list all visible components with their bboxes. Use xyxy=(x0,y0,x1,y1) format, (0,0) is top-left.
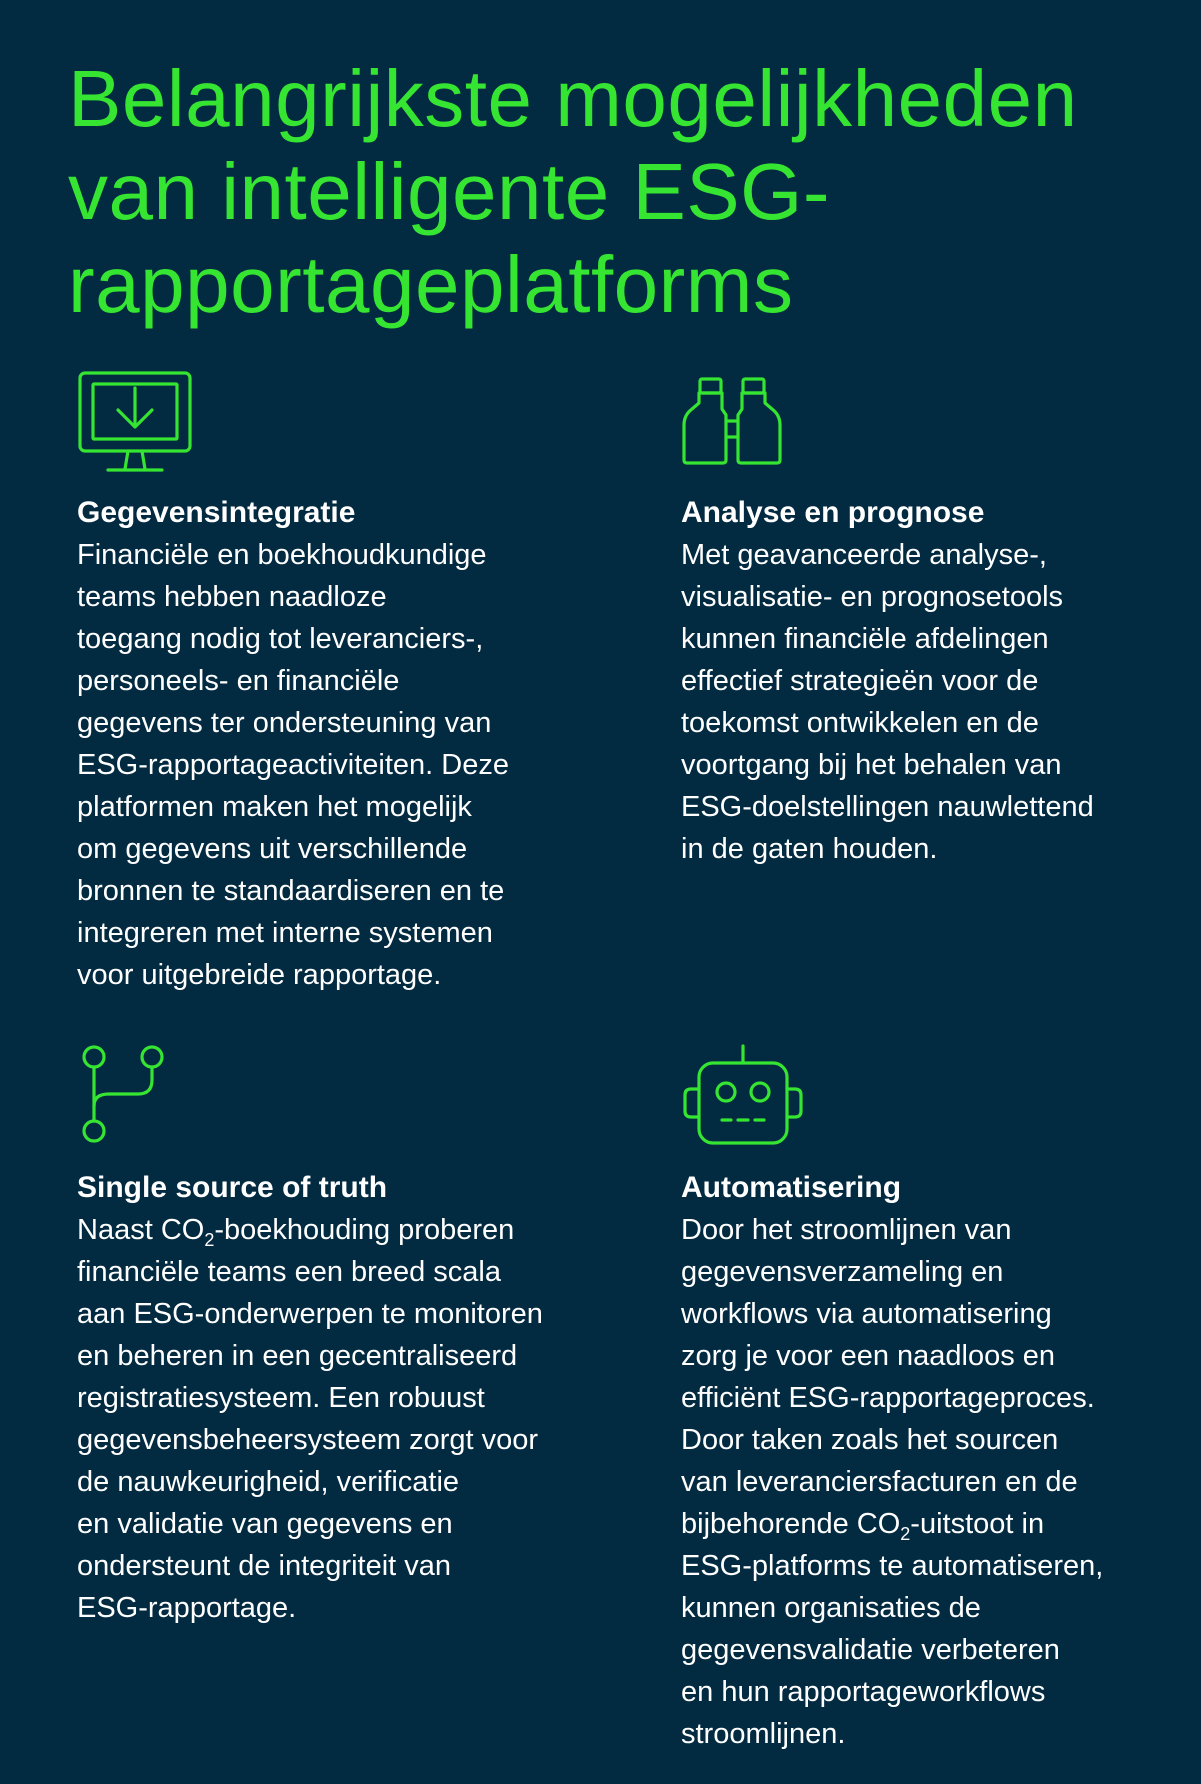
card-text-line: effectief strategieën voor de xyxy=(681,665,1039,697)
text-fragment: -uitstoot in xyxy=(910,1508,1045,1540)
text-fragment: bijbehorende CO xyxy=(681,1508,901,1540)
feature-card-automation xyxy=(681,1044,1191,1764)
card-text-line: stroomlijnen. xyxy=(681,1718,846,1750)
card-text-line: gegevensbeheersysteem zorgt voor xyxy=(77,1424,539,1456)
card-text-line: Met geavanceerde analyse-, xyxy=(681,539,1047,571)
card-text-line: ESG-rapportageactiviteiten. Deze xyxy=(77,749,509,781)
card-text-line: teams hebben naadloze xyxy=(77,581,387,613)
card-text-line xyxy=(681,1503,1103,1545)
page-title-line-3: rapportageplatforms xyxy=(68,240,794,329)
card-text-line: platformen maken het mogelijk xyxy=(77,791,472,823)
card-text-line: workflows via automatisering xyxy=(681,1298,1052,1330)
card-text-line: kunnen organisaties de xyxy=(681,1592,981,1624)
card-description xyxy=(77,534,509,996)
card-text-line: van leveranciersfacturen en de xyxy=(681,1466,1078,1498)
card-text-line: kunnen financiële afdelingen xyxy=(681,623,1049,655)
card-heading: Analyse en prognose xyxy=(681,496,985,529)
card-heading: Automatisering xyxy=(681,1171,902,1204)
card-text-line: integreren met interne systemen xyxy=(77,917,493,949)
card-description xyxy=(681,1209,1103,1755)
page-title-line-2: van intelligente ESG- xyxy=(68,147,831,236)
card-text-line: bronnen te standaardiseren en te xyxy=(77,875,505,907)
card-text-line xyxy=(77,1209,543,1251)
feature-card-data-integration xyxy=(77,370,617,1000)
monitor-download-icon xyxy=(78,371,192,473)
card-text-line: gegevens ter ondersteuning van xyxy=(77,707,492,739)
card-text-line: en beheren in een gecentraliseerd xyxy=(77,1340,518,1372)
feature-card-analysis-forecast xyxy=(681,370,1181,890)
card-text-line: voor uitgebreide rapportage. xyxy=(77,959,442,991)
card-text-line: voortgang bij het behalen van xyxy=(681,749,1062,781)
text-fragment: Naast CO xyxy=(77,1214,205,1246)
card-text-line: ESG-platforms te automatiseren, xyxy=(681,1550,1104,1582)
card-text-line: Financiële en boekhoudkundige xyxy=(77,539,487,571)
page-title-line-1: Belangrijkste mogelijkheden xyxy=(68,54,1078,143)
card-text-line: ondersteunt de integriteit van xyxy=(77,1550,452,1582)
subscript: 2 xyxy=(204,1230,215,1250)
card-text-line: financiële teams een breed scala xyxy=(77,1256,501,1288)
card-text-line: gegevensverzameling en xyxy=(681,1256,1004,1288)
branch-icon xyxy=(81,1046,165,1144)
binoculars-icon xyxy=(681,377,783,465)
card-text-line: toekomst ontwikkelen en de xyxy=(681,707,1039,739)
text-fragment: -boekhouding proberen xyxy=(214,1214,515,1246)
card-heading: Gegevensintegratie xyxy=(77,496,356,529)
card-text-line: ESG-doelstellingen nauwlettend xyxy=(681,791,1094,823)
card-text-line: en hun rapportageworkflows xyxy=(681,1676,1046,1708)
card-text-line: personeels- en financiële xyxy=(77,665,400,697)
card-text-line: registratiesysteem. Een robuust xyxy=(77,1382,485,1414)
card-heading: Single source of truth xyxy=(77,1171,388,1204)
card-text-line: Door het stroomlijnen van xyxy=(681,1214,1012,1246)
card-text-line: om gegevens uit verschillende xyxy=(77,833,468,865)
subscript: 2 xyxy=(900,1524,911,1544)
card-text-line: zorg je voor een naadloos en xyxy=(681,1340,1056,1372)
card-text-line: visualisatie- en prognosetools xyxy=(681,581,1064,613)
card-text-line: efficiënt ESG-rapportageproces. xyxy=(681,1382,1095,1414)
robot-icon xyxy=(679,1044,807,1146)
feature-card-single-source xyxy=(77,1046,637,1646)
card-description xyxy=(681,534,1094,870)
card-text-line: toegang nodig tot leveranciers-, xyxy=(77,623,484,655)
card-text-line: Door taken zoals het sourcen xyxy=(681,1424,1059,1456)
card-text-line: in de gaten houden. xyxy=(681,833,938,865)
card-description xyxy=(77,1209,543,1629)
card-text-line: en validatie van gegevens en xyxy=(77,1508,453,1540)
card-text-line: ESG-rapportage. xyxy=(77,1592,297,1624)
card-text-line: de nauwkeurigheid, verificatie xyxy=(77,1466,460,1498)
card-text-line: gegevensvalidatie verbeteren xyxy=(681,1634,1060,1666)
page-title xyxy=(68,52,1158,331)
card-text-line: aan ESG-onderwerpen te monitoren xyxy=(77,1298,543,1330)
